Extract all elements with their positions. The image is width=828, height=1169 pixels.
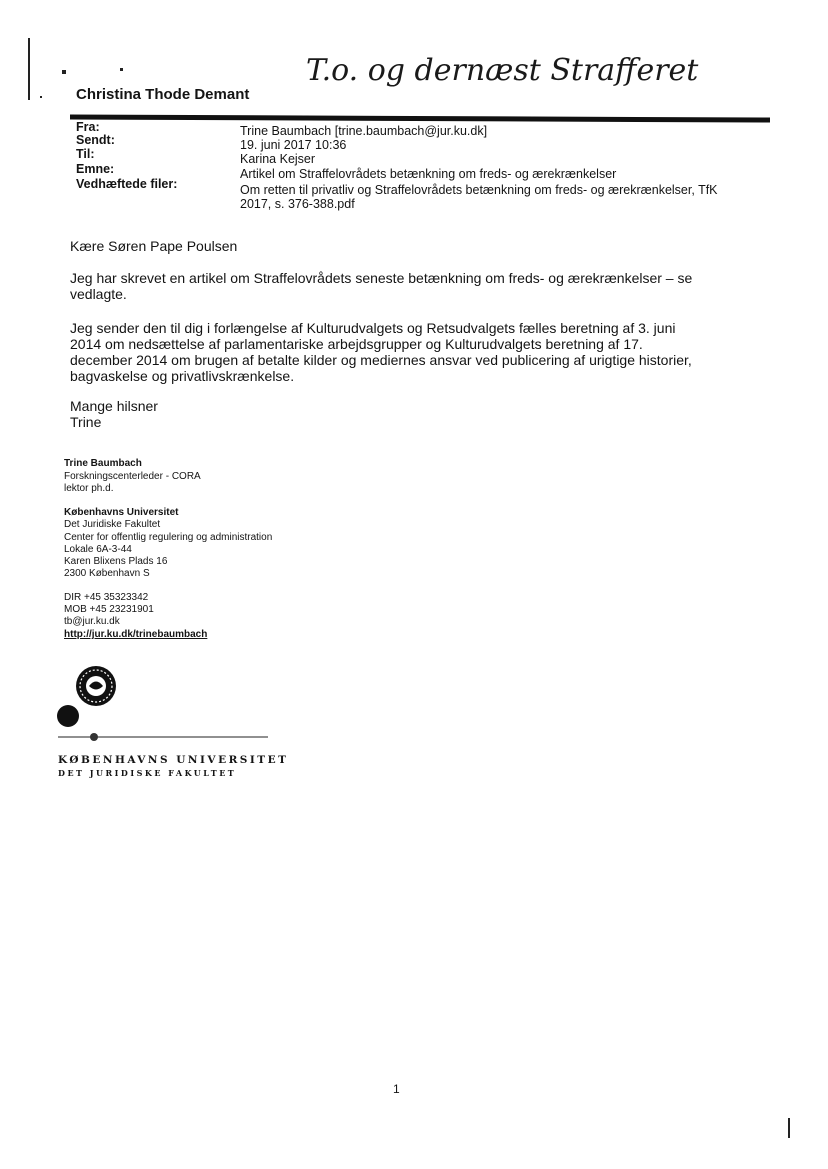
greeting: Kære Søren Pape Poulsen xyxy=(70,238,238,254)
signature-email[interactable]: tb@jur.ku.dk xyxy=(64,616,120,627)
logo-faculty-name: DET JURIDISKE FAKULTET xyxy=(58,768,237,778)
signature-city: 2300 København S xyxy=(64,568,150,579)
to-value: Karina Kejser xyxy=(240,152,316,166)
subject-value: Artikel om Straffelovrådets betænkning om freds- og ærekrænkelser xyxy=(240,167,617,181)
page-number: 1 xyxy=(393,1082,400,1096)
sent-label: Sendt: xyxy=(76,133,115,147)
signature-title: Forskningscenterleder - CORA xyxy=(64,471,201,482)
scan-speck xyxy=(62,70,66,74)
scan-speck xyxy=(788,1118,790,1138)
paragraph2-line2: 2014 om nedsættelse af parlamentariske arbejdsgrupper og Kulturudvalgets beretning af 17. xyxy=(70,336,643,352)
closing-name: Trine xyxy=(70,414,102,430)
signature-url-link[interactable]: http://jur.ku.dk/trinebaumbach xyxy=(64,629,208,640)
paragraph2-line4: bagvaskelse og privatlivskrænkelse. xyxy=(70,368,295,384)
closing: Mange hilsner xyxy=(70,398,158,414)
subject-label: Emne: xyxy=(76,162,115,176)
scan-speck xyxy=(40,96,42,98)
university-seal-icon xyxy=(56,664,128,736)
from-value: Trine Baumbach [trine.baumbach@jur.ku.dk] xyxy=(240,124,488,138)
from-label: Fra: xyxy=(76,120,100,134)
signature-name: Trine Baumbach xyxy=(64,458,142,469)
signature-mob-phone: MOB +45 23231901 xyxy=(64,604,154,615)
signature-degree: lektor ph.d. xyxy=(64,483,114,494)
header-divider xyxy=(70,114,770,122)
sender-name: Christina Thode Demant xyxy=(76,86,250,103)
signature-street: Karen Blixens Plads 16 xyxy=(64,556,168,567)
attachment-file-line1[interactable]: Om retten til privatliv og Straffelovrådets betænkning om freds- og ærekrænkelser, TfK xyxy=(240,183,718,197)
svg-text:T.o. og dernæst Strafferet: T.o. og dernæst Strafferet xyxy=(306,53,699,88)
signature-faculty: Det Juridiske Fakultet xyxy=(64,519,161,530)
to-label: Til: xyxy=(76,147,95,161)
paragraph1-line1: Jeg har skrevet en artikel om Straffelovrådets seneste betænkning om freds- og ærekrænkelser – se xyxy=(70,270,693,286)
logo-divider-icon xyxy=(58,730,270,744)
sent-value: 19. juni 2017 10:36 xyxy=(240,138,347,152)
signature-org: Københavns Universitet xyxy=(64,507,179,518)
attachments-label: Vedhæftede filer: xyxy=(76,177,178,191)
signature-dir-phone: DIR +45 35323342 xyxy=(64,592,149,603)
logo-university-name: KØBENHAVNS UNIVERSITET xyxy=(58,754,289,766)
scan-speck xyxy=(120,68,123,71)
paragraph2-line1: Jeg sender den til dig i forlængelse af Kulturudvalgets og Retsudvalgets fælles beretning af 3. juni xyxy=(70,320,676,336)
paragraph2-line3: december 2014 om brugen af betalte kilder og mediernes ansvar ved publicering af urigtige historier, xyxy=(70,352,692,368)
signature-room: Lokale 6A-3-44 xyxy=(64,544,132,555)
paragraph1-line2: vedlagte. xyxy=(70,286,127,302)
signature-center: Center for offentlig regulering og administration xyxy=(64,532,273,543)
scan-margin-line xyxy=(28,38,30,100)
handwritten-note xyxy=(300,40,699,100)
attachment-file-line2[interactable]: 2017, s. 376-388.pdf xyxy=(240,197,355,211)
